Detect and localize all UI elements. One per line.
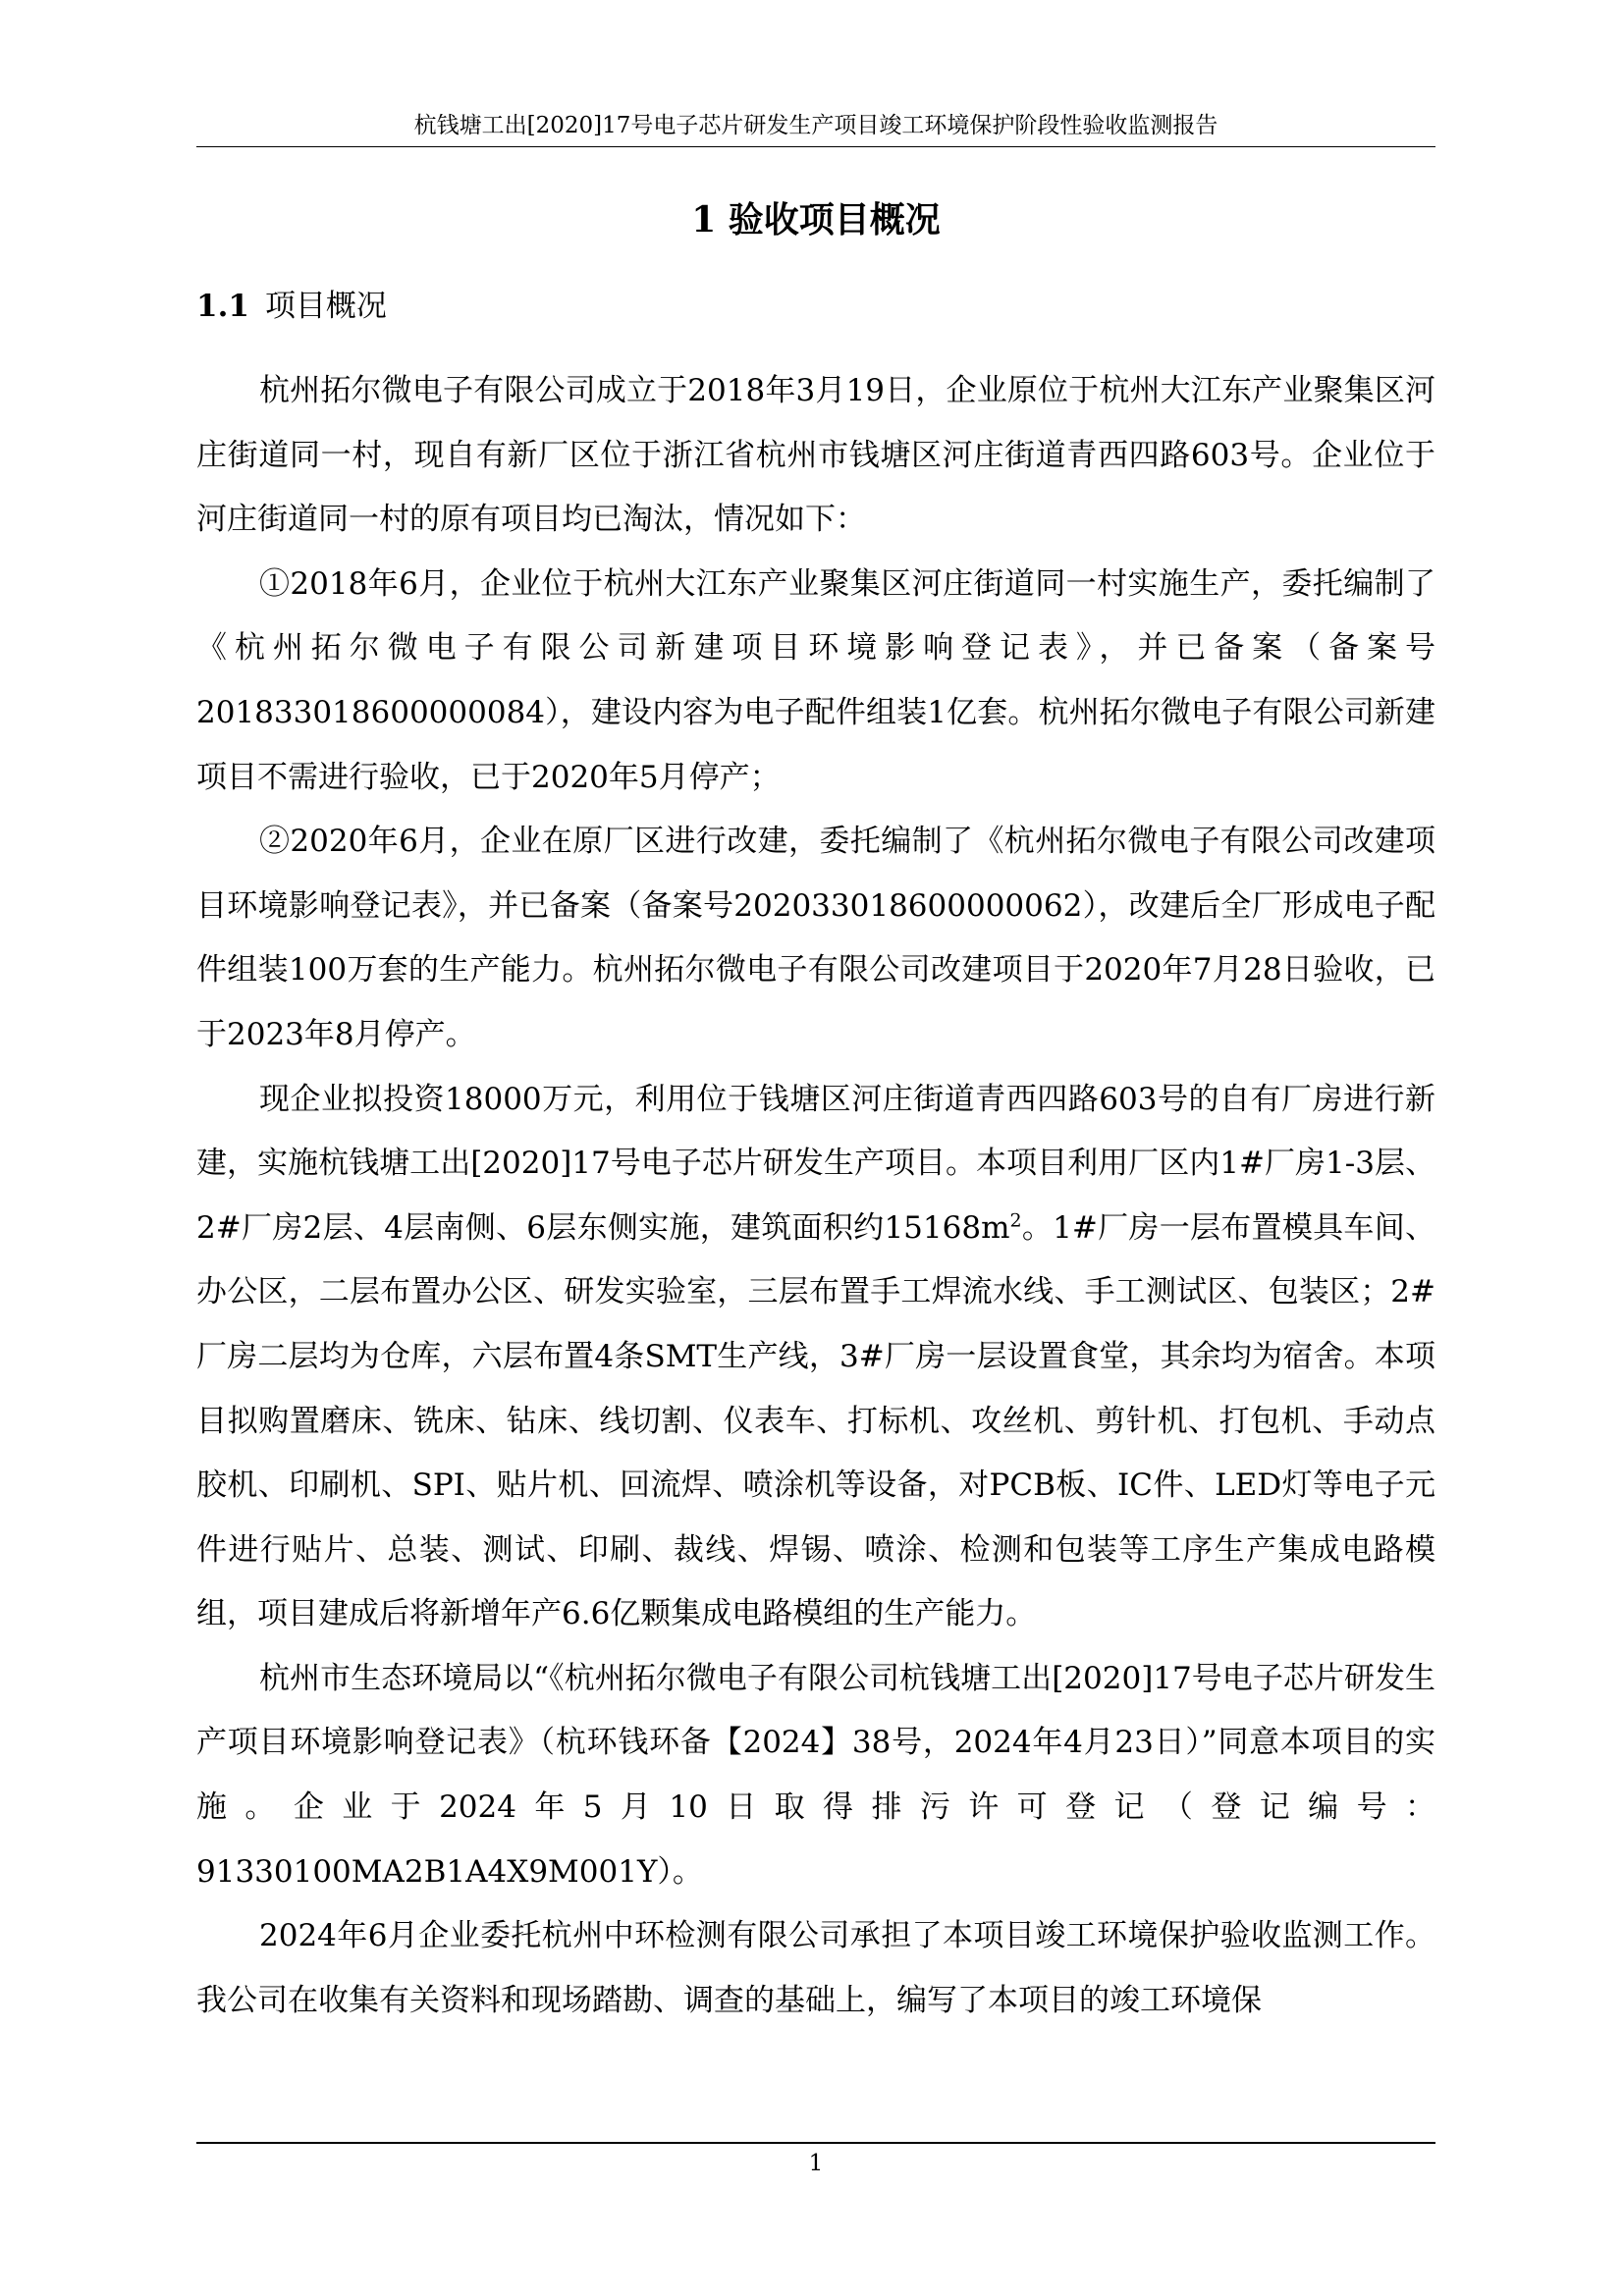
paragraph: 2024年6月企业委托杭州中环检测有限公司承担了本项目竣工环境保护验收监测工作。我公司在收集有关资料和现场踏勘、调查的基础上，编写了本项目的竣工环境保 <box>196 1918 1435 2018</box>
chapter-title: 1 验收项目概况 <box>691 199 941 240</box>
section-number: 1.1 <box>196 289 249 324</box>
paragraph-part: 。1#厂房一层布置模具车间、办公区，二层布置办公区、研发实验室，三层布置手工焊流水线、手工测试区、包装区；2#厂房二层均为仓库，六层布置4条SMT生产线，3#厂房一层设置食堂，其余均为宿舍。本项目拟购置磨床、铣床、钻床、线切割、仪表车、打标机、攻丝机、剪针机、打包机、手动点胶机、印刷机、SPI、贴片机、回流焊、喷涂机等设备，对PCB板、IC件、LED灯等电子元件进行贴片、总装、测试、印刷、裁线、焊锡、喷涂、检测和包装等工序生产集成电路模组，项目建成后将新增年产6.6亿颗集成电路模组的生产能力。 <box>196 1209 1435 1632</box>
header-divider <box>196 146 1435 147</box>
section-title: 项目概况 <box>264 289 387 324</box>
footer-divider <box>196 2142 1435 2144</box>
body-text <box>196 359 1435 2033</box>
paragraph: 杭州市生态环境局以“《杭州拓尔微电子有限公司杭钱塘工出[2020]17号电子芯片研发生产项目环境影响登记表》（杭环钱环备【2024】38号，2024年4月23日）”同意本项目的实施。企业于2024年5月10日取得排污许可登记（登记编号：91330100MA2B1A4X9M001Y）。 <box>196 1660 1435 1890</box>
paragraph: ①2018年6月，企业位于杭州大江东产业聚集区河庄街道同一村实施生产，委托编制了《杭州拓尔微电子有限公司新建项目环境影响登记表》，并已备案（备案号201833018600000084），建设内容为电子配件组装1亿套。杭州拓尔微电子有限公司新建项目不需进行验收，已于2020年5月停产； <box>196 565 1435 795</box>
area-unit-superscript: 2 <box>1009 1209 1022 1232</box>
running-header: 杭钱塘工出[2020]17号电子芯片研发生产项目竣工环境保护阶段性验收监测报告 <box>413 113 1218 138</box>
paragraph-part: 现企业拟投资18000万元，利用位于钱塘区河庄街道青西四路603号的自有厂房进行新建，实施杭钱塘工出[2020]17号电子芯片研发生产项目。本项目利用厂区内1#厂房1-3层、2#厂房2层、4层南侧、6层东侧实施，建筑面积约15168m <box>196 1081 1435 1246</box>
paragraph <box>196 1068 1435 1647</box>
paragraph: ②2020年6月，企业在原厂区进行改建，委托编制了《杭州拓尔微电子有限公司改建项目环境影响登记表》，并已备案（备案号202033018600000062），改建后全厂形成电子配件组装100万套的生产能力。杭州拓尔微电子有限公司改建项目于2020年7月28日验收，已于2023年8月停产。 <box>196 824 1435 1052</box>
page-number: 1 <box>808 2151 824 2176</box>
section-heading <box>196 285 387 328</box>
paragraph: 杭州拓尔微电子有限公司成立于2018年3月19日，企业原位于杭州大江东产业聚集区河庄街道同一村，现自有新厂区位于浙江省杭州市钱塘区河庄街道青西四路603号。企业位于河庄街道同一村的原有项目均已淘汰，情况如下： <box>196 373 1435 538</box>
